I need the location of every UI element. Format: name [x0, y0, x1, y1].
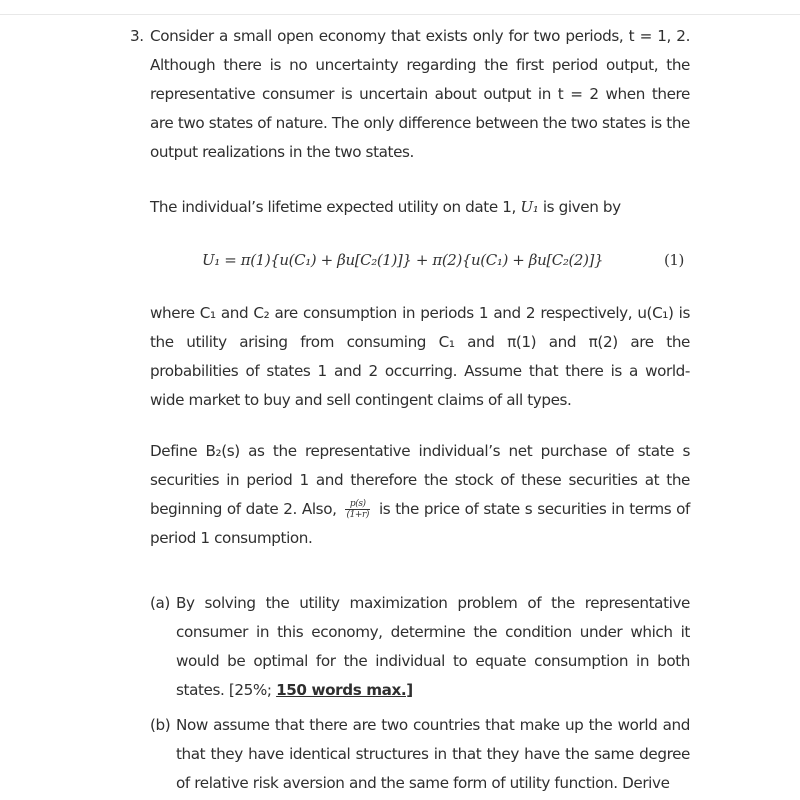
- utility-prefix: The individual’s lifetime expected utility on date 1,: [150, 198, 521, 216]
- equation-body: U₁ = π(1){u(C₁) + βu[C₂(1)]} + π(2){u(C₁) + βu[C₂(2)]}: [202, 251, 604, 269]
- part-text: Now assume that there are two countries that make up the world and that they have identical structures in that they have the same degree of relative risk aversion and the same form of utility function. Derive: [176, 716, 690, 792]
- utility-definition: [130, 193, 690, 222]
- part-label: (b): [150, 716, 171, 734]
- question-block: [130, 22, 690, 167]
- part-a: [150, 589, 690, 705]
- document-page: [130, 22, 690, 800]
- utility-suffix: is given by: [538, 198, 621, 216]
- utility-variable: U₁: [520, 198, 539, 216]
- part-text: By solving the utility maximization problem of the representative consumer in this economy, determine the condition under which it would be optimal for the individual to equate consumption in both states. [25%;: [176, 594, 690, 699]
- equation-1: [130, 246, 690, 275]
- fraction-denominator: (1+r): [346, 510, 370, 520]
- price-fraction: [345, 499, 370, 520]
- fraction-numerator: p(s): [345, 499, 370, 510]
- define-prefix: Define B₂(s) as the representative individual’s net purchase of state s securities in period 1 and therefore the stock of these securities at the beginning of date 2. Also,: [150, 442, 690, 518]
- question-parts: [130, 589, 690, 798]
- define-suffix: is the price of state s securities in terms of period 1 consumption.: [150, 500, 691, 547]
- where-paragraph: where C₁ and C₂ are consumption in periods 1 and 2 respectively, u(C₁) is the utility arising from consuming C₁ and π(1) and π(2) are the probabilities of states 1 and 2 occurring. Assume that there is a world-wide market to buy and sell contingent claims of all types.: [150, 304, 690, 409]
- question-number: 3.: [130, 27, 144, 45]
- top-border: [0, 0, 800, 15]
- define-paragraph: [130, 437, 690, 553]
- equation-number: (1): [663, 251, 684, 269]
- word-limit: 150 words max.]: [276, 681, 413, 699]
- question-intro: Consider a small open economy that exists only for two periods, t = 1, 2. Although there is no uncertainty regarding the first period output, the representative consumer is uncertain about output in t = 2 when there are two states of nature. The only difference between the two states is the output realizations in the two states.: [150, 27, 690, 161]
- part-b: [150, 711, 690, 798]
- part-label: (a): [150, 594, 170, 612]
